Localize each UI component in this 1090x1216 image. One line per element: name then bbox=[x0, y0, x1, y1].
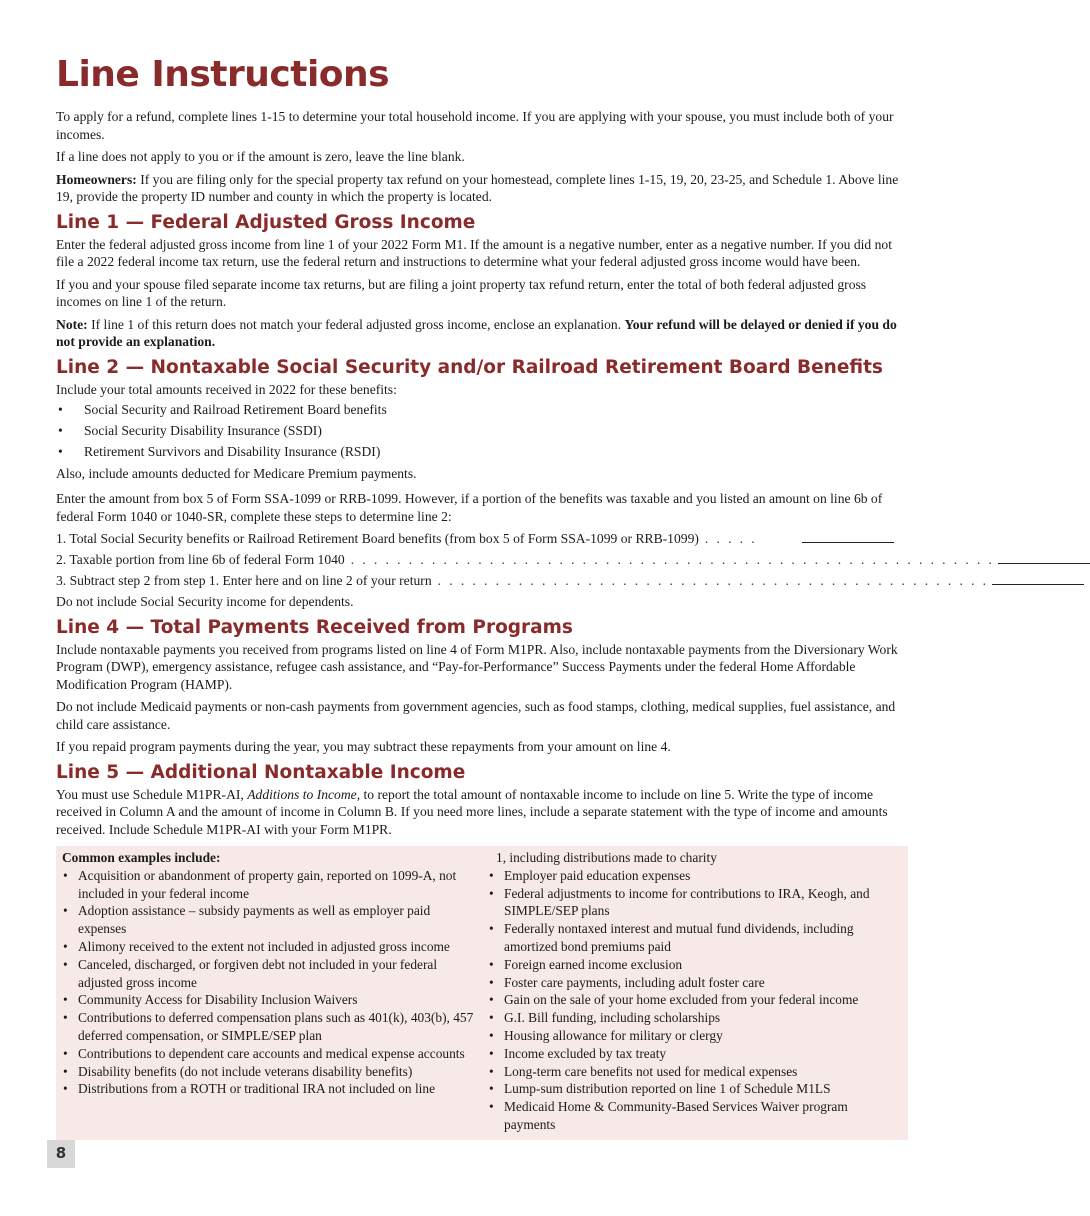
page-title: Line Instructions bbox=[56, 54, 390, 95]
line1-heading: Line 1 — Federal Adjusted Gross Income bbox=[56, 211, 476, 233]
line2-enter-paragraph: Enter the amount from box 5 of Form SSA-1099 or RRB-1099. However, if a portion of the benefits was taxable and you listed an amount on line 6b of federal Form 1040 or 1040-SR, complete these steps to determine line 2: bbox=[56, 491, 883, 524]
examples-right-list bbox=[488, 867, 902, 1134]
line2-intro: Include your total amounts received in 2022 for these benefits: bbox=[56, 381, 397, 397]
list-item: • Long-term care benefits not used for medical expenses bbox=[488, 1063, 902, 1081]
list-item: • Acquisition or abandonment of property gain, reported on 1099-A, not included in your federal income bbox=[62, 867, 476, 903]
step-label: 3. Subtract step 2 from step 1. Enter here and on line 2 of your return bbox=[56, 573, 432, 588]
list-item-continuation: 1, including distributions made to charity bbox=[496, 850, 717, 865]
step-label: 2. Taxable portion from line 6b of federal Form 1040 bbox=[56, 552, 345, 567]
note-text: If line 1 of this return does not match your federal adjusted gross income, enclose an explanation. bbox=[87, 316, 625, 332]
worksheet-step-2 bbox=[56, 551, 995, 569]
homeowners-lead: Homeowners: bbox=[56, 171, 137, 187]
list-item: • Community Access for Disability Inclusion Waivers bbox=[62, 991, 476, 1009]
list-item: • Canceled, discharged, or forgiven debt not included in your federal adjusted gross income bbox=[62, 956, 476, 992]
list-item: • Lump-sum distribution reported on line 1 of Schedule M1LS bbox=[488, 1080, 902, 1098]
examples-heading: Common examples include: bbox=[62, 850, 221, 865]
common-examples-box bbox=[56, 846, 908, 1140]
intro-paragraph-2: If a line does not apply to you or if the amount is zero, leave the line blank. bbox=[56, 149, 465, 164]
page-number: 8 bbox=[47, 1140, 75, 1168]
dot-leader: . . . . . bbox=[704, 531, 758, 546]
list-item: • Federal adjustments to income for contributions to IRA, Keogh, and SIMPLE/SEP plans bbox=[488, 885, 902, 921]
list-item: • Contributions to deferred compensation plans such as 401(k), 403(b), 457 deferred compensation, or SIMPLE/SEP plan bbox=[62, 1009, 476, 1045]
list-item: • Contributions to dependent care accounts and medical expense accounts bbox=[62, 1045, 476, 1063]
homeowners-paragraph bbox=[56, 171, 904, 206]
document-page bbox=[56, 54, 995, 843]
note-lead: Note: bbox=[56, 316, 88, 332]
list-item: • Retirement Survivors and Disability Insurance (RSDI) bbox=[56, 443, 904, 461]
list-item: • Distributions from a ROTH or traditional IRA not included on line bbox=[62, 1080, 476, 1098]
line1-note bbox=[56, 316, 904, 351]
dot-leader: . . . . . . . . . . . . . . . . . . . . . . . . . . . . . . . . . . . . . . . . . . . . . . . . bbox=[437, 573, 989, 588]
list-item: • Federally nontaxed interest and mutual fund dividends, including amortized bond premiums paid bbox=[488, 920, 902, 956]
list-item: • Foreign earned income exclusion bbox=[488, 956, 902, 974]
benefits-list bbox=[56, 401, 904, 461]
worksheet-step-3 bbox=[56, 572, 989, 590]
step-2-amount-blank bbox=[998, 551, 1090, 564]
list-item: • Disability benefits (do not include veterans disability benefits) bbox=[62, 1063, 476, 1081]
worksheet-steps bbox=[56, 530, 995, 590]
list-item: • Alimony received to the extent not included in adjusted gross income bbox=[62, 938, 476, 956]
list-item: • Social Security Disability Insurance (SSDI) bbox=[56, 422, 904, 440]
list-item: • Housing allowance for military or clergy bbox=[488, 1027, 902, 1045]
list-item: • Employer paid education expenses bbox=[488, 867, 902, 885]
list-item: • Gain on the sale of your home excluded from your federal income bbox=[488, 991, 902, 1009]
list-item: • G.I. Bill funding, including scholarships bbox=[488, 1009, 902, 1027]
line4-heading: Line 4 — Total Payments Received from Programs bbox=[56, 616, 573, 638]
medicare-paragraph: Also, include amounts deducted for Medicare Premium payments. bbox=[56, 465, 417, 481]
worksheet-step-1 bbox=[56, 530, 894, 548]
step-1-amount-blank bbox=[802, 530, 894, 543]
homeowners-text: If you are filing only for the special property tax refund on your homestead, complete lines 1-15, 19, 20, 23-25, and Schedule 1. Above line 19, provide the property ID number and county in which the property is located. bbox=[56, 171, 899, 204]
list-item: • Income excluded by tax treaty bbox=[488, 1045, 902, 1063]
examples-right-column bbox=[488, 849, 902, 1140]
line4-paragraph-2: Do not include Medicaid payments or non-cash payments from government agencies, such as food stamps, clothing, medical supplies, fuel assistance, and child care assistance. bbox=[56, 699, 896, 732]
dot-leader: . . . . . . . . . . . . . . . . . . . . . . . . . . . . . . . . . . . . . . . . . . . . . . . . . . . . . . . . bbox=[350, 552, 995, 567]
schedule-title: Additions to Income bbox=[247, 786, 357, 802]
line5-heading: Line 5 — Additional Nontaxable Income bbox=[56, 761, 466, 783]
examples-left-list bbox=[62, 867, 476, 1098]
list-item: • Social Security and Railroad Retirement Board benefits bbox=[56, 401, 904, 419]
line4-paragraph-3: If you repaid program payments during the year, you may subtract these repayments from your amount on line 4. bbox=[56, 739, 671, 754]
line5-text-a: You must use Schedule M1PR-AI, bbox=[56, 786, 248, 802]
list-item: • Foster care payments, including adult foster care bbox=[488, 974, 902, 992]
line5-paragraph bbox=[56, 786, 904, 839]
step-3-amount-blank bbox=[992, 572, 1084, 585]
line2-heading: Line 2 — Nontaxable Social Security and/or Railroad Retirement Board Benefits bbox=[56, 356, 883, 378]
line5-text-b: , to report the total amount of nontaxable income to include on line 5. Write the type of income received in Column A and the amount of income in Column B. If you need more lines, include a separate statement with the type of income and amounts received. Include Schedule M1PR-AI with your Form M1PR. bbox=[56, 786, 888, 837]
note-warning: Your refund will be delayed or denied if you do not provide an explanation. bbox=[56, 316, 897, 349]
examples-left-column bbox=[62, 849, 476, 1140]
intro-paragraph-1: To apply for a refund, complete lines 1-15 to determine your total household income. If you are applying with your spouse, you must include both of your incomes. bbox=[56, 109, 894, 142]
step-label: 1. Total Social Security benefits or Railroad Retirement Board benefits (from box 5 of Form SSA-1099 or RRB-1099) bbox=[56, 531, 699, 546]
dependents-paragraph: Do not include Social Security income for dependents. bbox=[56, 594, 354, 609]
line4-paragraph-1: Include nontaxable payments you received from programs listed on line 4 of Form M1PR. Also, include nontaxable payments from the Diversionary Work Program (DWP), emergency assistance, refugee cash assistance, and “Pay-for-Performance” Success Payments under the federal Home Affordable Modification Program (HAMP). bbox=[56, 641, 898, 692]
list-item: • Adoption assistance – subsidy payments as well as employer paid expenses bbox=[62, 902, 476, 938]
line1-paragraph-2: If you and your spouse filed separate income tax returns, but are filing a joint property tax refund return, enter the total of both federal adjusted gross incomes on line 1 of the return. bbox=[56, 276, 867, 309]
list-item: • Medicaid Home & Community-Based Services Waiver program payments bbox=[488, 1098, 902, 1134]
line1-paragraph-1: Enter the federal adjusted gross income from line 1 of your 2022 Form M1. If the amount is a negative number, enter as a negative number. If you did not file a 2022 federal income tax return, use the federal return and instructions to determine what your federal adjusted gross income would have been. bbox=[56, 236, 893, 269]
